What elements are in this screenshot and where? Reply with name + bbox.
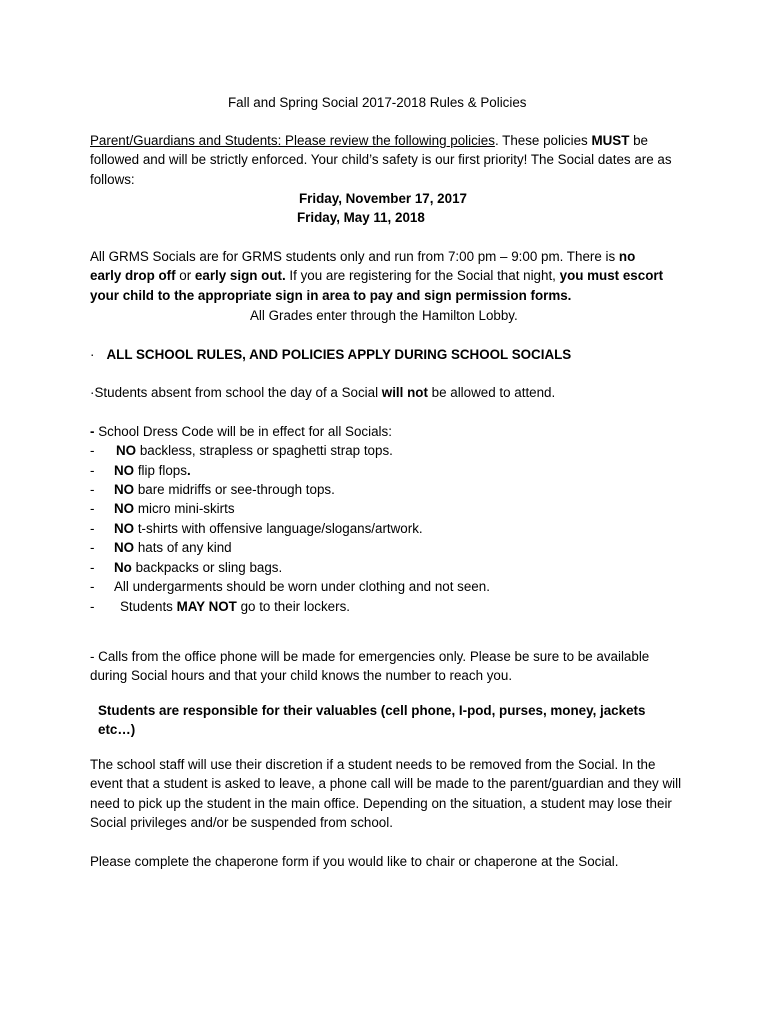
absent-bold: will not: [381, 385, 428, 400]
dress-code-item: - NO backless, strapless or spaghetti strap tops.: [90, 443, 393, 458]
dress-code-item: - All undergarments should be worn under clothing and not seen.: [90, 579, 490, 594]
dress-code-item: - NO t-shirts with offensive language/slogans/artwork.: [90, 521, 423, 536]
bullet: ·: [90, 347, 95, 362]
dash: -: [90, 424, 95, 439]
intro-must: MUST: [591, 133, 630, 148]
date-fall: Friday, November 17, 2017: [299, 191, 467, 206]
hours-paragraph: [90, 247, 670, 305]
lobby-note: All Grades enter through the Hamilton Lobby.: [250, 308, 518, 323]
dress-code-heading-text: School Dress Code will be in effect for all Socials:: [94, 424, 392, 439]
hours-bold-2: early sign out.: [194, 268, 286, 284]
valuables-note: Students are responsible for their valuables (cell phone, I-pod, purses, money, jackets etc…): [98, 703, 646, 738]
hours-text-1: All GRMS Socials are for GRMS students only and run from 7:00 pm – 9:00 pm. There is: [90, 249, 619, 264]
dress-code-item: - NO micro mini-skirts: [90, 501, 235, 516]
hours-bold-3: you must escort your child to the appropriate sign in area to pay and sign permission forms.: [90, 268, 664, 303]
dress-code-item: - NO flip flops.: [90, 463, 191, 478]
dress-code-heading: [90, 422, 392, 441]
hours-text-3: If you are registering for the Social that night,: [285, 268, 560, 284]
bullet: ·: [90, 385, 95, 400]
absent-text-1: Students absent from school the day of a Social: [94, 385, 382, 400]
dress-code-item: - NO bare midriffs or see-through tops.: [90, 482, 335, 497]
hours-text-2: or: [175, 268, 195, 284]
intro-text-1: . These policies: [494, 133, 592, 148]
intro-underlined: Parent/Guardians and Students: Please review the following policies: [90, 133, 495, 148]
intro-paragraph: [90, 131, 680, 189]
intro-text-2: be followed and will be strictly enforced. Your child’s safety is our first priority! The Social dates are as follows:: [90, 133, 672, 187]
calls-paragraph: - Calls from the office phone will be made for emergencies only. Please be sure to be available during Social hours and that your child knows the number to reach you.: [90, 649, 650, 684]
dress-code-item: - NO hats of any kind: [90, 540, 232, 555]
absent-rule-line: [90, 383, 555, 402]
dress-code-item: - Students MAY NOT go to their lockers.: [90, 599, 350, 614]
school-rules-line: [90, 345, 571, 364]
absent-text-2: be allowed to attend.: [427, 385, 556, 400]
hours-bold-1: no early drop off: [90, 249, 636, 284]
document-title: Fall and Spring Social 2017-2018 Rules & Policies: [228, 95, 527, 110]
school-rules-text: ALL SCHOOL RULES, AND POLICIES APPLY DURING SCHOOL SOCIALS: [106, 347, 572, 362]
discretion-paragraph: The school staff will use their discretion if a student needs to be removed from the Social. In the event that a student is asked to leave, a phone call will be made to the parent/guardian and they will need to pick up the student in the main office. Depending on the situation, a student may lose their Social privileges and/or be suspended from school.: [90, 757, 682, 831]
date-spring: Friday, May 11, 2018: [297, 210, 425, 225]
dress-code-item: - No backpacks or sling bags.: [90, 560, 283, 575]
chaperone-note: Please complete the chaperone form if you would like to chair or chaperone at the Social.: [90, 854, 619, 869]
